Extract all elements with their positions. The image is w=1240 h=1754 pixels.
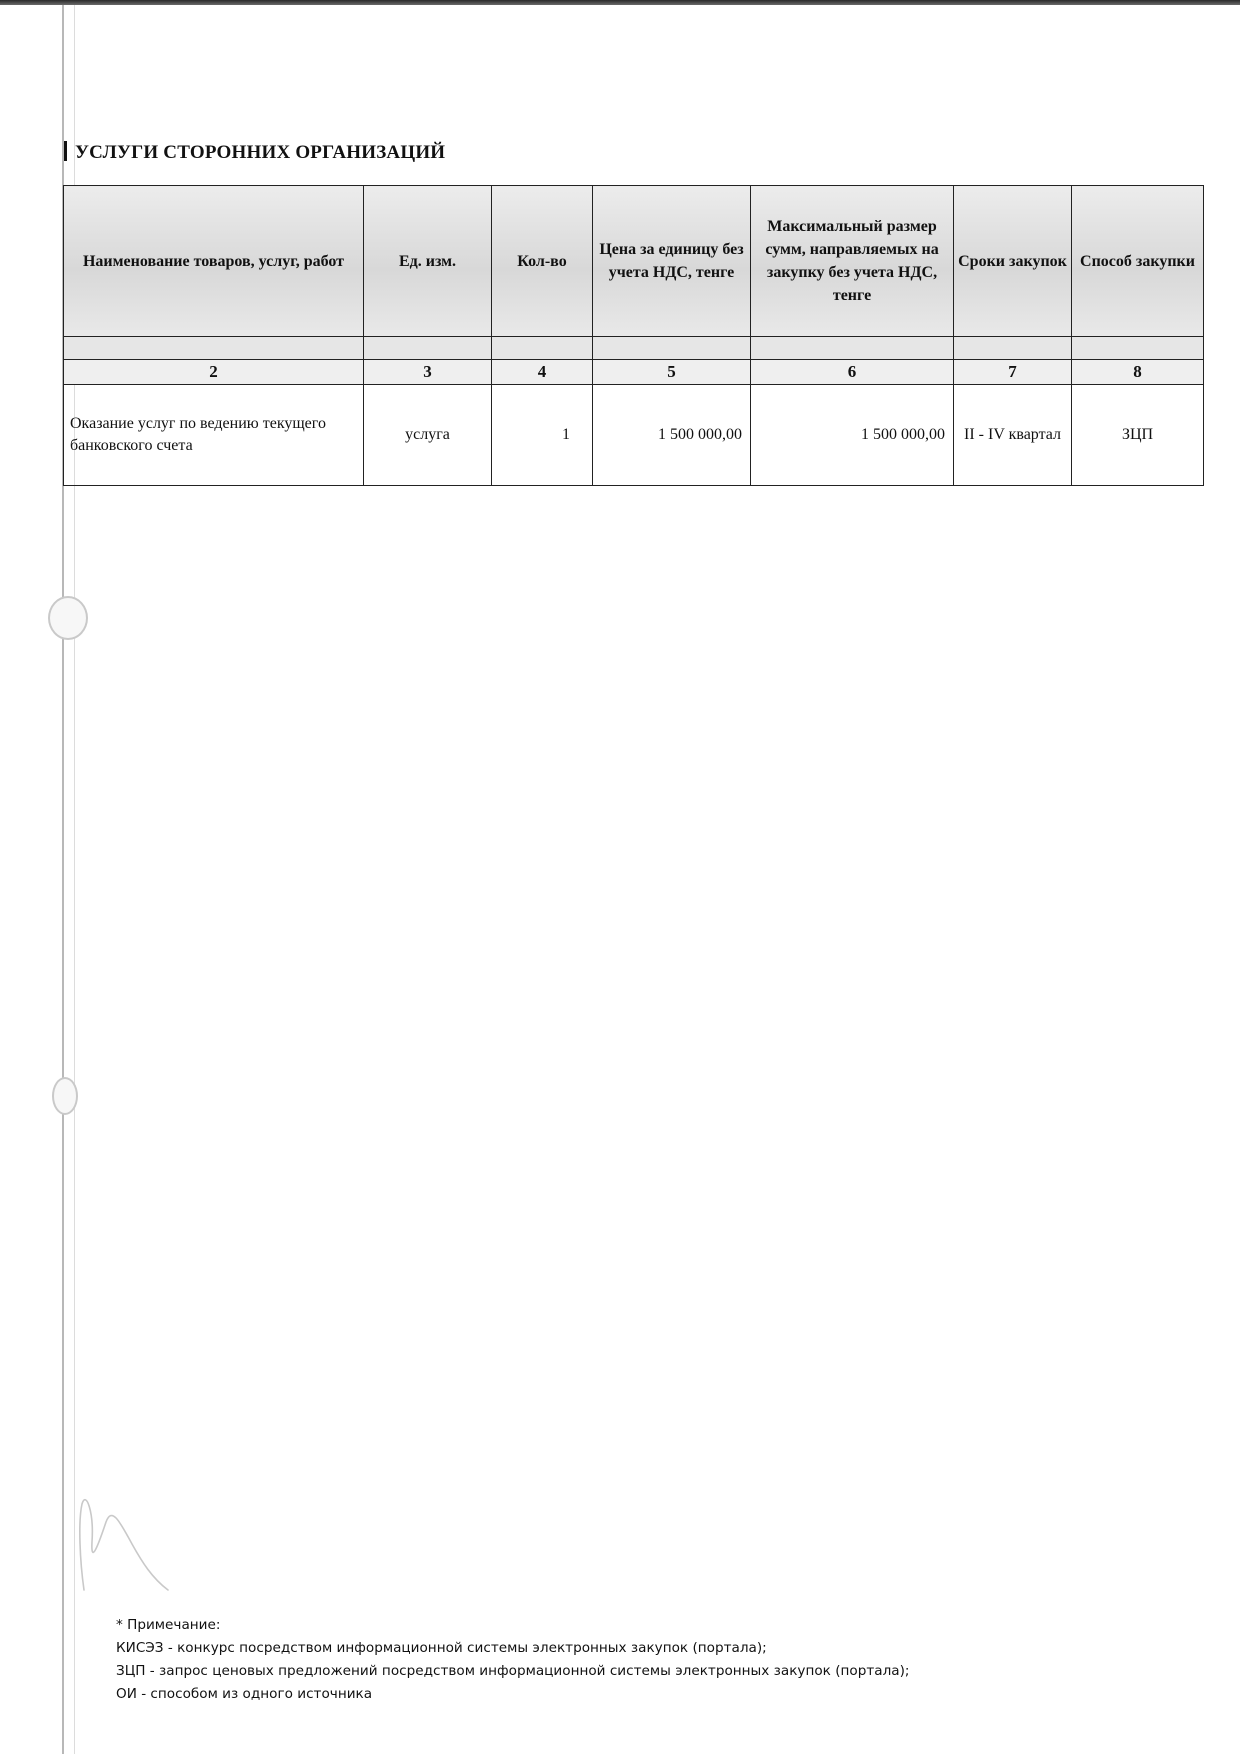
punch-hole-upper — [48, 596, 88, 640]
column-number: 5 — [593, 360, 751, 385]
cell-unit: услуга — [364, 385, 492, 486]
column-number: 2 — [64, 360, 364, 385]
header-cell-max-amount: Максимальный размер сумм, направляемых на закупку без учета НДС, тенге — [751, 186, 954, 337]
cell-max-amount: 1 500 000,00 — [751, 385, 954, 486]
section-marker — [64, 141, 67, 161]
header-cell-qty: Кол-во — [492, 186, 593, 337]
cell-service-name: Оказание услуг по ведению текущего банковского счета — [64, 385, 364, 486]
column-number: 8 — [1072, 360, 1204, 385]
scan-top-edge — [0, 0, 1240, 5]
punch-hole-lower — [52, 1077, 78, 1115]
header-cell-unit: Ед. изм. — [364, 186, 492, 337]
note-line: ЗЦП - запрос ценовых предложений посредством информационной системы электронных закупок (портала); — [116, 1663, 910, 1679]
header-cell-name: Наименование товаров, услуг, работ — [64, 186, 364, 337]
spacer-cell — [364, 337, 492, 360]
column-number: 3 — [364, 360, 492, 385]
spacer-cell — [1072, 337, 1204, 360]
spacer-cell — [64, 337, 364, 360]
spacer-cell — [593, 337, 751, 360]
cell-method: ЗЦП — [1072, 385, 1204, 486]
column-number: 6 — [751, 360, 954, 385]
table-header-row — [64, 186, 1204, 337]
spacer-cell — [492, 337, 593, 360]
header-cell-price: Цена за единицу без учета НДС, тенге — [593, 186, 751, 337]
section-title-text: УСЛУГИ СТОРОННИХ ОРГАНИЗАЦИЙ — [75, 142, 446, 163]
spacer-cell — [751, 337, 954, 360]
table-spacer-row — [64, 337, 1204, 360]
note-line: КИСЭЗ - конкурс посредством информационной системы электронных закупок (портала); — [116, 1640, 767, 1656]
table-row — [64, 385, 1204, 486]
cell-period: II - IV квартал — [954, 385, 1072, 486]
cell-qty: 1 — [492, 385, 593, 486]
signature-mark — [72, 1482, 172, 1592]
note-line: ОИ - способом из одного источника — [116, 1686, 373, 1702]
column-number-row — [64, 360, 1204, 385]
procurement-table — [63, 185, 1204, 486]
column-number: 7 — [954, 360, 1072, 385]
notes-title: * Примечание: — [116, 1617, 221, 1633]
header-cell-period: Сроки закупок — [954, 186, 1072, 337]
column-number: 4 — [492, 360, 593, 385]
spacer-cell — [954, 337, 1072, 360]
section-title — [64, 141, 445, 164]
cell-price: 1 500 000,00 — [593, 385, 751, 486]
notes-block — [116, 1614, 910, 1706]
header-cell-method: Способ закупки — [1072, 186, 1204, 337]
